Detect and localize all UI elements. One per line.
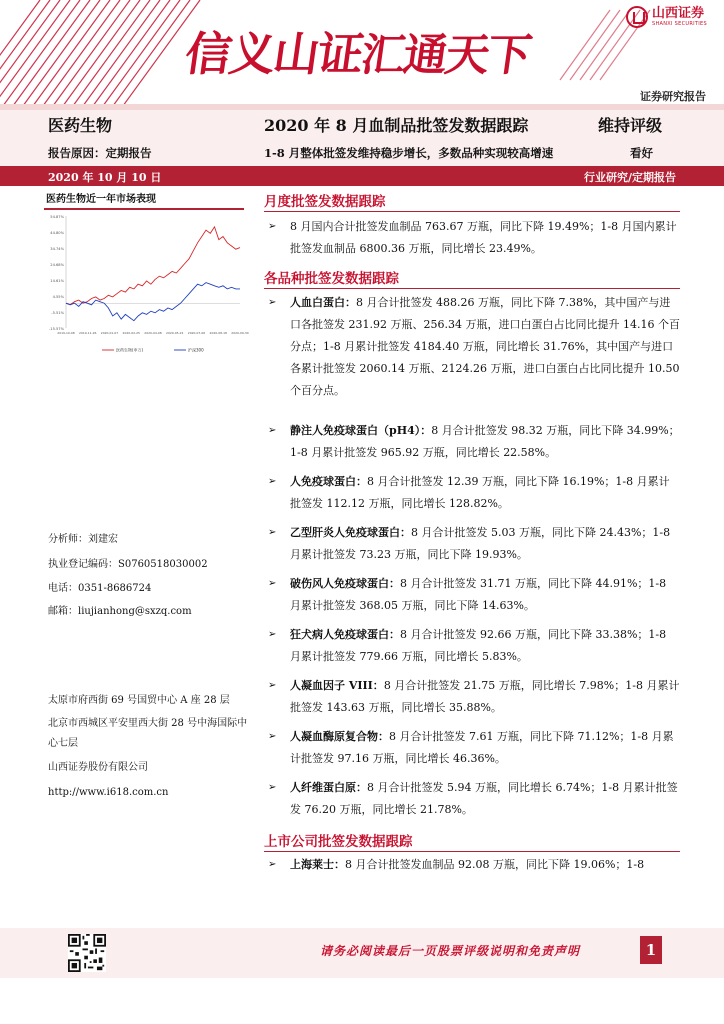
x-tick-label: 2019-10-08 <box>57 331 75 335</box>
bullet-label: 静注人免疫球蛋白（pH4）： <box>290 424 432 437</box>
arrow-bullet-icon: ➢ <box>268 578 277 589</box>
chart-svg <box>44 208 249 378</box>
list-item <box>268 675 680 719</box>
y-tick-label: -15.57% <box>49 327 64 331</box>
arrow-bullet-icon: ➢ <box>268 629 277 640</box>
section-heading-companies: 上市公司批签发数据跟踪 <box>264 830 680 852</box>
bullet-text: 8 月合计批签发 488.26 万瓶，同比下降 7.38%，其中国产与进口各批签发 231.92 万瓶、256.34 万瓶，进口白蛋白占比同比提升 14.16 个百分点；1-8 月累计批签发 4184.40 万瓶，同比增长 31.76%，其中国产与进口各累计批签发 2060.14 万瓶、2124.26 万瓶，进口白蛋白占比同比提升 10.50 个百分点。 <box>290 296 680 397</box>
list-item <box>268 420 680 464</box>
x-tick-label: 2019-11-26 <box>79 331 97 335</box>
arrow-bullet-icon: ➢ <box>268 527 277 538</box>
arrow-bullet-icon: ➢ <box>268 859 277 870</box>
rating-label: 维持评级 <box>598 116 663 135</box>
logo-en: SHANXI SECURITIES <box>652 21 707 27</box>
analyst-name: 分析师：刘建宏 <box>48 534 118 545</box>
list-item <box>268 522 680 566</box>
sector-name: 医药生物 <box>48 116 113 135</box>
company-logo <box>626 6 707 28</box>
document-title: 2020 年 8 月血制品批签发数据跟踪 <box>264 116 529 135</box>
document-subtitle: 1-8 月整体批签发维持稳步增长，多数品种实现较高增速 <box>264 146 554 160</box>
list-item <box>268 573 680 617</box>
bullet-label: 上海莱士： <box>290 858 345 871</box>
arrow-bullet-icon: ➢ <box>268 680 277 691</box>
y-tick-label: 44.80% <box>50 231 64 235</box>
date-bar <box>0 166 724 186</box>
series-line-1 <box>66 283 240 321</box>
bullet-text: 8 月合计批签发血制品 92.08 万瓶，同比下降 19.06%；1-8 <box>345 858 645 871</box>
arrow-bullet-icon: ➢ <box>268 782 277 793</box>
arrow-bullet-icon: ➢ <box>268 731 277 742</box>
arrow-bullet-icon: ➢ <box>268 425 277 436</box>
bullet-text: 8 月合计批签发 5.94 万瓶，同比增长 6.74%；1-8 月累计批签发 76.20 万瓶，同比增长 21.78%。 <box>290 781 678 816</box>
logo-mark-icon <box>626 6 648 28</box>
arrow-bullet-icon: ➢ <box>268 221 277 232</box>
section-heading-monthly: 月度批签发数据跟踪 <box>264 190 680 212</box>
rating-value: 看好 <box>630 146 653 160</box>
bullet-text: 8 月合计批签发 21.75 万瓶，同比增长 7.98%；1-8 月累计批签发 143.63 万瓶，同比增长 35.88%。 <box>290 679 680 714</box>
bullet-text: 8 月合计批签发 31.71 万瓶，同比下降 44.91%；1-8 月累计批签发 368.05 万瓶，同比下降 14.63%。 <box>290 577 667 612</box>
disclaimer-text: 请务必阅读最后一页股票评级说明和免责声明 <box>320 944 581 958</box>
bullet-label: 人免疫球蛋白： <box>290 475 367 488</box>
analyst-phone: 电话：0351-8686724 <box>48 583 152 594</box>
arrow-bullet-icon: ➢ <box>268 476 277 487</box>
company-website[interactable]: http://www.i618.com.cn <box>48 787 169 798</box>
list-item <box>268 216 680 260</box>
chart-title: 医药生物近一年市场表现 <box>44 188 244 210</box>
report-category: 行业研究/定期报告 <box>583 171 676 184</box>
market-chart <box>44 208 249 548</box>
legend-label: 医药生物(申万) <box>116 347 144 353</box>
report-reason: 报告原因：定期报告 <box>48 146 152 160</box>
page-footer <box>0 928 724 978</box>
y-tick-label: 54.87% <box>50 215 64 219</box>
report-date: 2020 年 10 月 10 日 <box>48 171 162 184</box>
list-item <box>268 624 680 668</box>
x-tick-label: 2020-04-08 <box>144 331 162 335</box>
company-name: 山西证券股份有限公司 <box>48 762 148 773</box>
bullet-text: 8 月合计批签发 92.66 万瓶，同比下降 33.38%；1-8 月累计批签发 779.66 万瓶，同比增长 5.83%。 <box>290 628 667 663</box>
x-tick-label: 2020-07-06 <box>187 331 206 335</box>
slogan <box>181 18 534 84</box>
x-tick-label: 2020-09-30 <box>231 331 249 335</box>
section-heading-varieties: 各品种批签发数据跟踪 <box>264 267 680 289</box>
y-tick-label: 4.55% <box>52 295 64 299</box>
list-item <box>268 471 680 515</box>
bullet-text: 8 月合计批签发 12.39 万瓶，同比下降 16.19%；1-8 月累计批签发 112.12 万瓶，同比增长 128.82%。 <box>290 475 670 510</box>
x-tick-label: 2020-02-25 <box>122 331 140 335</box>
bullet-label: 人凝血因子 VIII： <box>290 679 384 692</box>
bullet-label: 狂犬病人免疫球蛋白： <box>290 628 400 641</box>
report-type: 证券研究报告 <box>640 90 706 103</box>
y-tick-label: 34.74% <box>50 247 64 251</box>
left-column <box>44 188 249 353</box>
slogan-part1: 信义山证 <box>181 27 366 81</box>
list-item <box>268 777 680 821</box>
bullet-text: 8 月合计批签发 5.03 万瓶，同比下降 24.43%；1-8 月累计批签发 73.23 万瓶，同比下降 19.93%。 <box>290 526 671 561</box>
list-item <box>268 854 680 876</box>
x-tick-label: 2020-01-07 <box>100 331 119 335</box>
legend-label: 沪深300 <box>188 347 204 353</box>
y-tick-label: 14.61% <box>50 279 64 283</box>
bullet-label: 人纤维蛋白原： <box>290 781 367 794</box>
logo-text <box>652 7 707 27</box>
bullet-label: 破伤风人免疫球蛋白： <box>290 577 400 590</box>
analyst-email[interactable]: 邮箱：liujianhong@sxzq.com <box>48 606 192 617</box>
bullet-text: 8 月合计批签发 7.61 万瓶，同比下降 71.12%；1-8 月累计批签发 97.16 万瓶，同比增长 46.36%。 <box>290 730 674 765</box>
series-line-0 <box>66 227 240 305</box>
qr-code-icon[interactable] <box>68 934 106 972</box>
bullet-label: 人血白蛋白： <box>290 296 356 309</box>
list-item <box>268 292 680 402</box>
list-item <box>268 726 680 770</box>
slogan-part2: 汇通天下 <box>357 30 533 81</box>
bullet-label: 人凝血酶原复合物： <box>290 730 389 743</box>
title-block <box>0 110 724 166</box>
address-taiyuan: 太原市府西街 69 号国贸中心 A 座 28 层 <box>48 695 230 706</box>
y-tick-label: 24.68% <box>50 263 64 267</box>
analyst-license: 执业登记编码：S0760518030002 <box>48 559 208 570</box>
bullet-text: 8 月合计批签发 98.32 万瓶，同比下降 34.99%；1-8 月累计批签发 965.92 万瓶，同比增长 22.58%。 <box>290 424 680 459</box>
header-banner <box>0 0 724 110</box>
logo-cn: 山西证券 <box>652 6 705 21</box>
x-tick-label: 2020-08-18 <box>209 331 227 335</box>
address-beijing: 北京市西城区平安里西大街 28 号中海国际中心七层 <box>48 718 248 749</box>
arrow-bullet-icon: ➢ <box>268 297 277 308</box>
bullet-label: 乙型肝炎人免疫球蛋白： <box>290 526 411 539</box>
y-tick-label: -5.51% <box>51 311 64 315</box>
page-number: 1 <box>640 936 662 964</box>
x-tick-label: 2020-05-22 <box>166 331 184 335</box>
bullet-text: 8 月国内合计批签发血制品 763.67 万瓶，同比下降 19.49%；1-8 月国内累计批签发血制品 6800.36 万瓶，同比增长 23.49%。 <box>290 220 677 255</box>
